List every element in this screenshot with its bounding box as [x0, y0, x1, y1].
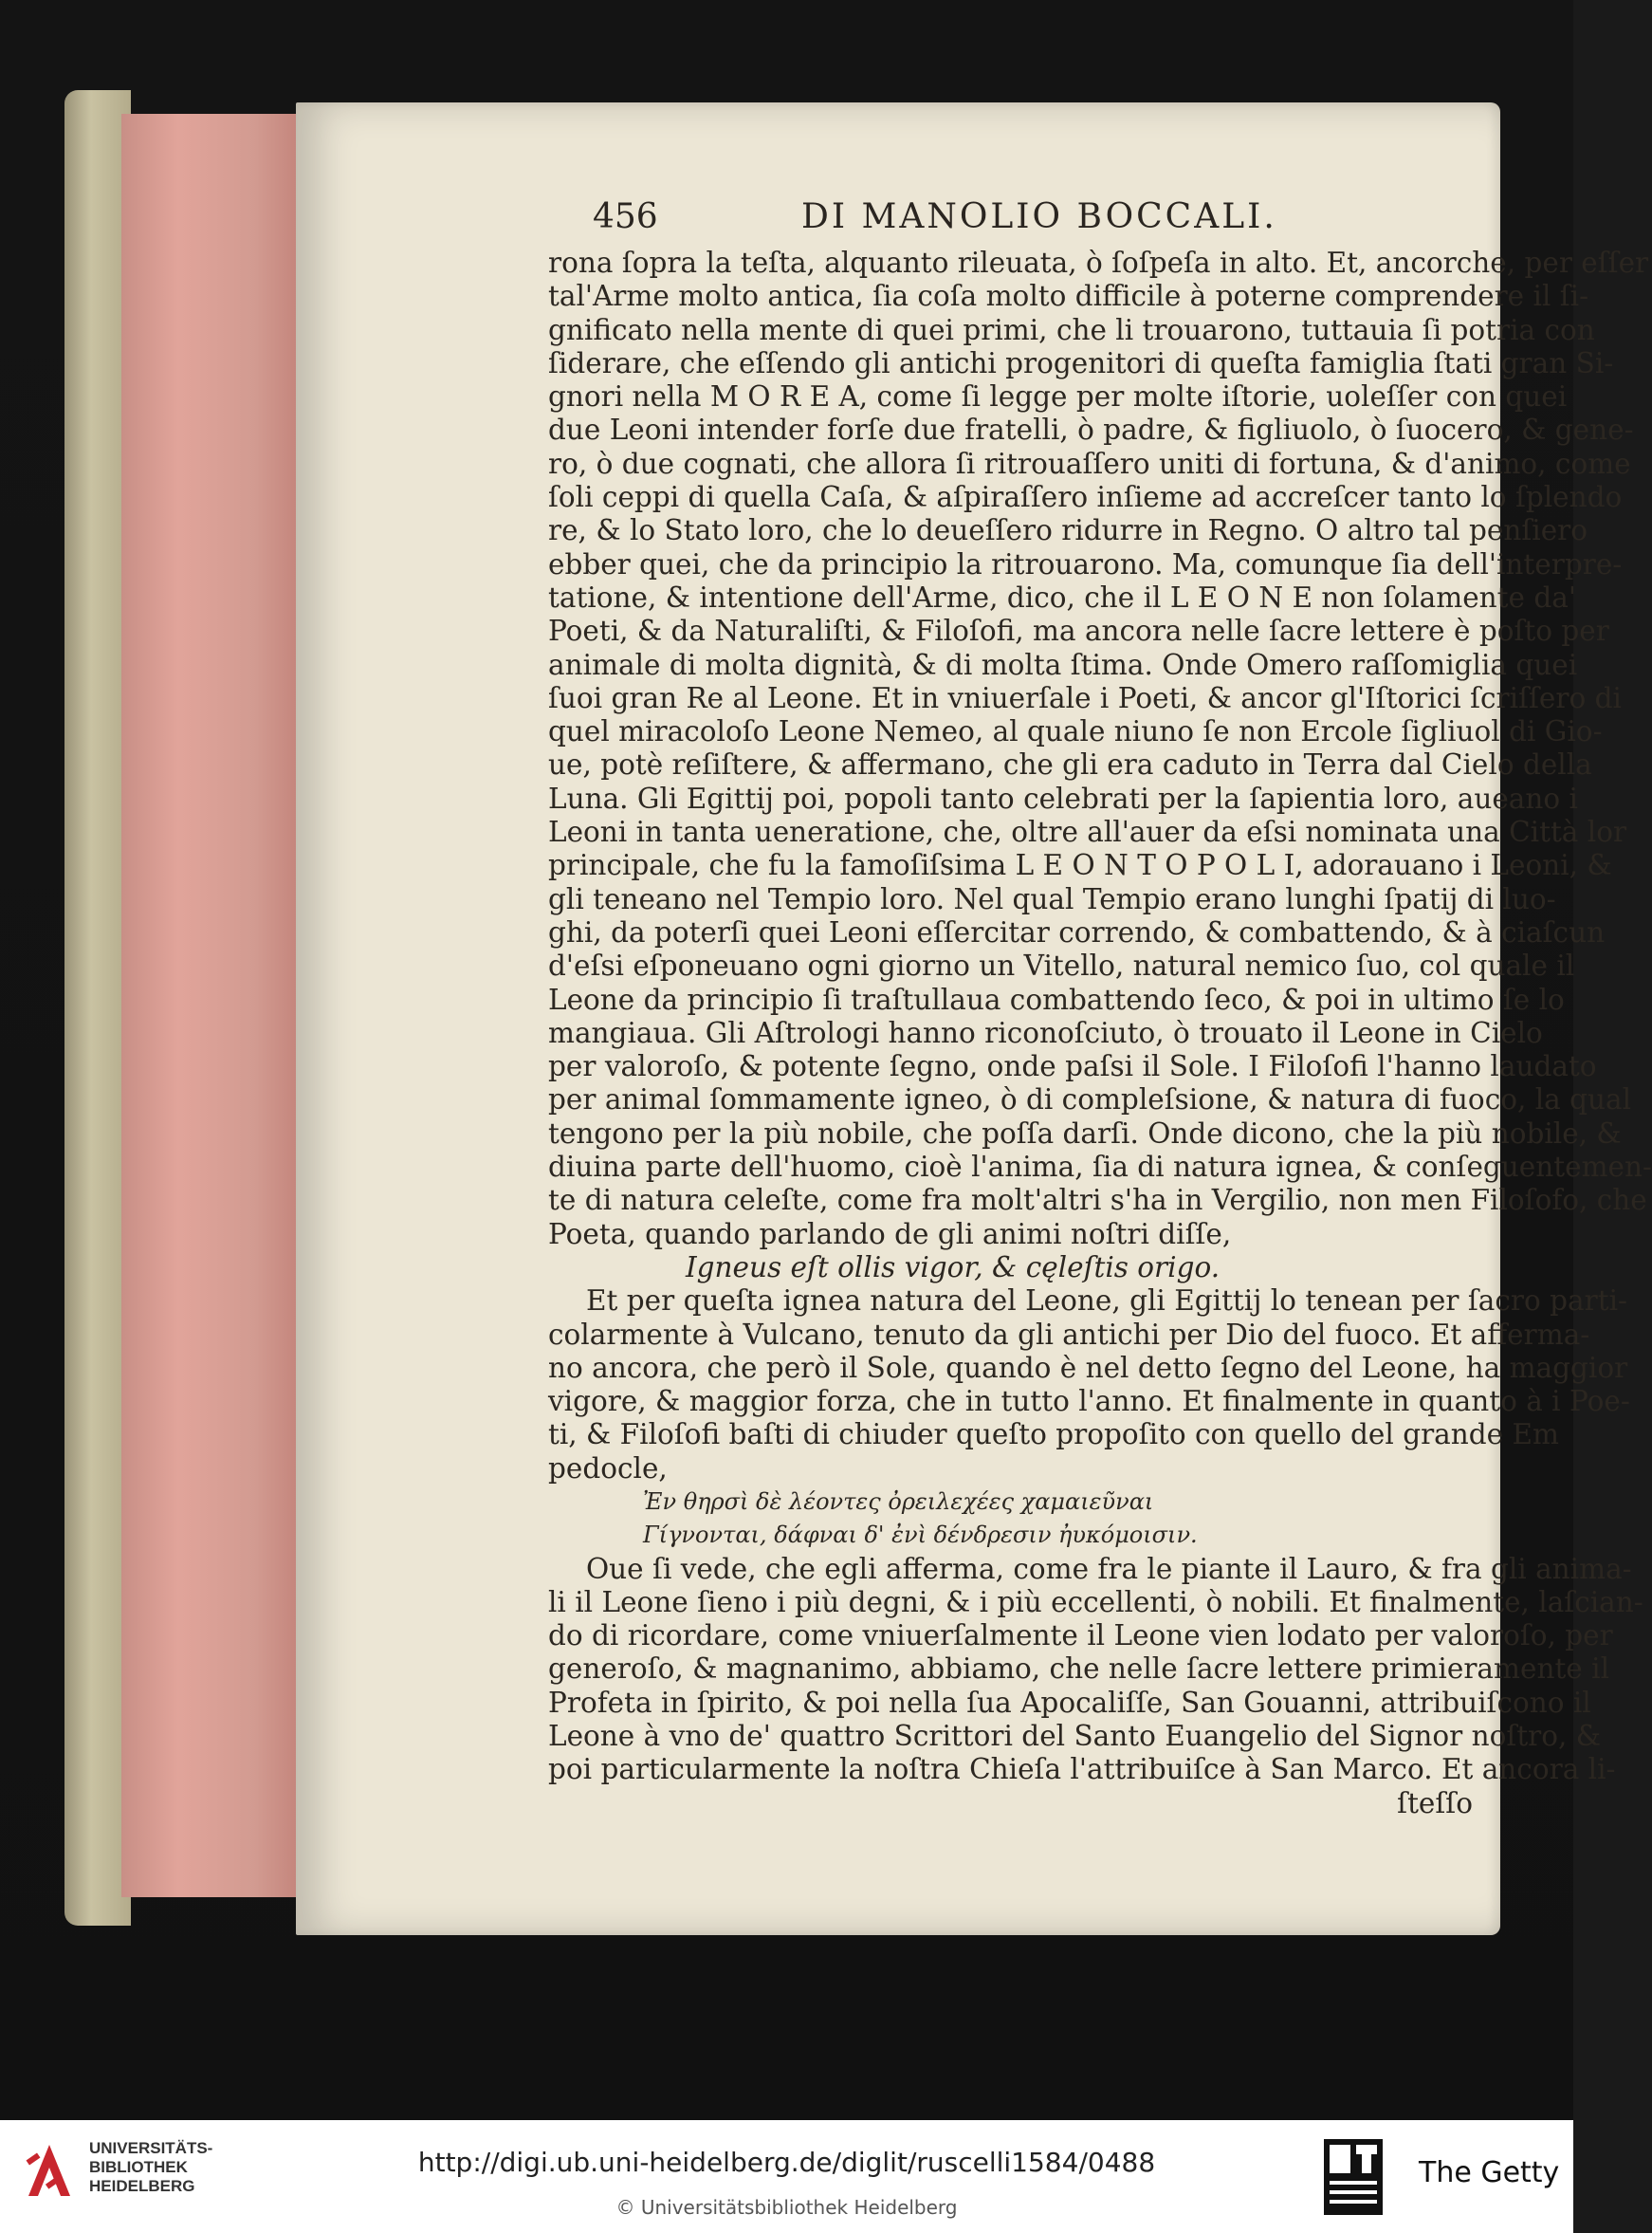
- text-line: ſuoi gran Re al Leone. Et in vniuerſale i Poeti, & ancor gl'Iſtorici ſcriſſero di: [548, 681, 1622, 714]
- page-text: [548, 247, 1652, 1820]
- institution-name-line: BIBLIOTHEK: [89, 2158, 188, 2176]
- text-line: tal'Arme molto antica, ſia coſa molto difficile à poterne comprendere il ſi-: [548, 280, 1589, 313]
- text-line: ti, & Filoſofi baſti di chiuder queſto propoſito con quello del grande Em: [548, 1418, 1559, 1451]
- text-line: ebber quei, che da principio la ritrouarono. Ma, comunque ſia dell'interpre-: [548, 547, 1623, 581]
- text-line: Profeta in ſpirito, & poi nella ſua Apocaliſſe, San Gouanni, attribuiſcono il: [548, 1686, 1591, 1719]
- catchword: ſteſſo: [1397, 1786, 1473, 1819]
- text-line: poi particularmente la noſtra Chieſa l'attribuiſce à San Marco. Et ancora li-: [548, 1753, 1616, 1786]
- permalink-url[interactable]: http://digi.ub.uni-heidelberg.de/diglit/ruscelli1584/0488: [417, 2147, 1156, 2178]
- text-line: ſiderare, che eſſendo gli antichi progenitori di queſta famiglia ſtati gran Si-: [548, 346, 1614, 379]
- text-line: generoſo, & magnanimo, abbiamo, che nelle ſacre lettere primieramente il: [548, 1652, 1609, 1686]
- greek-verse-line: Ἐν θηρσὶ δὲ λέοντες ὀρειλεχέες χαμαιεῦναι: [643, 1487, 1154, 1515]
- text-line: per valoroſo, & potente ſegno, onde paſsi il Sole. I Filoſofi l'hanno laudato: [548, 1050, 1597, 1083]
- text-line: no ancora, che però il Sole, quando è nel detto ſegno del Leone, ha maggior: [548, 1351, 1628, 1384]
- copyright-notice: © Universitätsbibliothek Heidelberg: [615, 2196, 958, 2219]
- getty-name: The Getty: [1419, 2156, 1560, 2189]
- text-line: tengono per la più nobile, che poſſa darſi. Onde dicono, che la più nobile, &: [548, 1116, 1622, 1150]
- text-line: li il Leone ſieno i più degni, & i più eccellenti, ò nobili. Et finalmente, laſcian-: [548, 1585, 1643, 1618]
- text-line: do di ricordare, come vniuerſalmente il Leone vien lodato per valoroſo, per: [548, 1619, 1613, 1652]
- text-line: re, & lo Stato loro, che lo deueſſero ridurre in Regno. O altro tal penſiero: [548, 514, 1588, 547]
- text-line: Poeti, & da Naturaliſti, & Filoſofi, ma ancora nelle ſacre lettere è poſto per: [548, 615, 1609, 648]
- text-line: per animal ſommamente igneo, ò di compleſsione, & natura di fuoco, la qual: [548, 1083, 1632, 1116]
- text-line: due Leoni intender forſe due fratelli, ò padre, & figliuolo, ò ſuocero, & gene-: [548, 414, 1634, 447]
- text-line: principale, che fu la famoſiſsima L E O N T O P O L I, adorauano i Leoni, &: [548, 849, 1612, 882]
- text-line: ſoli ceppi di quella Caſa, & aſpiraſſero inſieme ad accreſcer tanto lo ſplendo: [548, 481, 1623, 514]
- page-number: 456: [593, 197, 658, 236]
- text-line: mangiaua. Gli Aſtrologi hanno riconoſciuto, ò trouato il Leone in Cielo: [548, 1016, 1543, 1049]
- text-line: ghi, da poterſi quei Leoni eſſercitar correndo, & combattendo, & à ciaſcun: [548, 915, 1606, 949]
- text-line: colarmente à Vulcano, tenuto da gli antichi per Dio del fuoco. Et afferma-: [548, 1318, 1590, 1351]
- text-line: Leone à vno de' quattro Scrittori del Santo Euangelio del Signor noſtro, &: [548, 1720, 1602, 1753]
- text-line: vigore, & maggior forza, che in tutto l'anno. Et finalmente in quanto à i Poe-: [548, 1385, 1630, 1418]
- text-line: Luna. Gli Egittij poi, popoli tanto celebrati per la ſapientia loro, aueano i: [548, 782, 1578, 815]
- text-line: rona ſopra la teſta, alquanto rileuata, ò ſoſpeſa in alto. Et, ancorche, per eſſer: [548, 247, 1649, 279]
- text-line: Et per queſta ignea natura del Leone, gli Egittij lo tenean per ſacro parti-: [586, 1284, 1627, 1318]
- page-header: [593, 197, 1370, 245]
- viewer-footer: [0, 2120, 1573, 2233]
- text-line: d'eſsi eſponeuano ogni giorno un Vitello, natural nemico ſuo, col quale il: [548, 950, 1575, 983]
- text-line: Poeta, quando parlando de gli animi noſtri diſſe,: [548, 1217, 1232, 1250]
- text-line: gnori nella M O R E A, come ſi legge per molte iſtorie, uoleſſer con quei: [548, 380, 1568, 414]
- text-line: animale di molta dignità, & di molta ſtima. Onde Omero raſſomiglia quei: [548, 648, 1578, 681]
- getty-logo-icon[interactable]: [1324, 2139, 1383, 2215]
- text-line: Leoni in tanta ueneratione, che, oltre all'auer da eſsi nominata una Città lor: [548, 816, 1627, 849]
- text-line: ro, ò due cognati, che allora ſi ritrouaſſero uniti di fortuna, & d'animo, come: [548, 447, 1631, 480]
- text-line: quel miracoloſo Leone Nemeo, al quale niuno ſe non Ercole ſigliuol di Gio-: [548, 715, 1603, 748]
- greek-verse-line: Γίγνονται, δάφναι δ' ἐνὶ δένδρεσιν ἠυκόμοισιν.: [643, 1522, 1198, 1549]
- institution-name-line: UNIVERSITÄTS-: [89, 2139, 213, 2157]
- latin-verse: Igneus eſt ollis vigor, & cęleſtis origo.: [686, 1250, 1221, 1283]
- text-line: pedocle,: [548, 1451, 668, 1485]
- text-line: tatione, & intentione dell'Arme, dico, che il L E O N E non ſolamente da': [548, 581, 1576, 614]
- text-line: Leone da principio ſi traſtullaua combattendo ſeco, & poi in ultimo ſe lo: [548, 983, 1565, 1016]
- page-block-red-edge: [121, 114, 311, 1897]
- text-line: ue, potè reſiſtere, & affermano, che gli era caduto in Terra dal Cielo della: [548, 748, 1592, 782]
- running-head: DI MANOLIO BOCCALI.: [801, 197, 1277, 236]
- text-line: Oue ſi vede, che egli afferma, come fra le piante il Lauro, & fra gli anima-: [586, 1552, 1632, 1585]
- text-line: diuina parte dell'huomo, cioè l'anima, ſia di natura ignea, & conſeguentemen-: [548, 1151, 1652, 1184]
- text-line: gnificato nella mente di quei primi, che li trouarono, tuttauia ſi potria con: [548, 313, 1595, 346]
- text-line: te di natura celeſte, come fra molt'altri s'ha in Vergilio, non men Filoſofo, che: [548, 1184, 1647, 1217]
- text-line: gli teneano nel Tempio loro. Nel qual Tempio erano lunghi ſpatij di luo-: [548, 882, 1556, 915]
- institution-name-line: HEIDELBERG: [89, 2177, 195, 2195]
